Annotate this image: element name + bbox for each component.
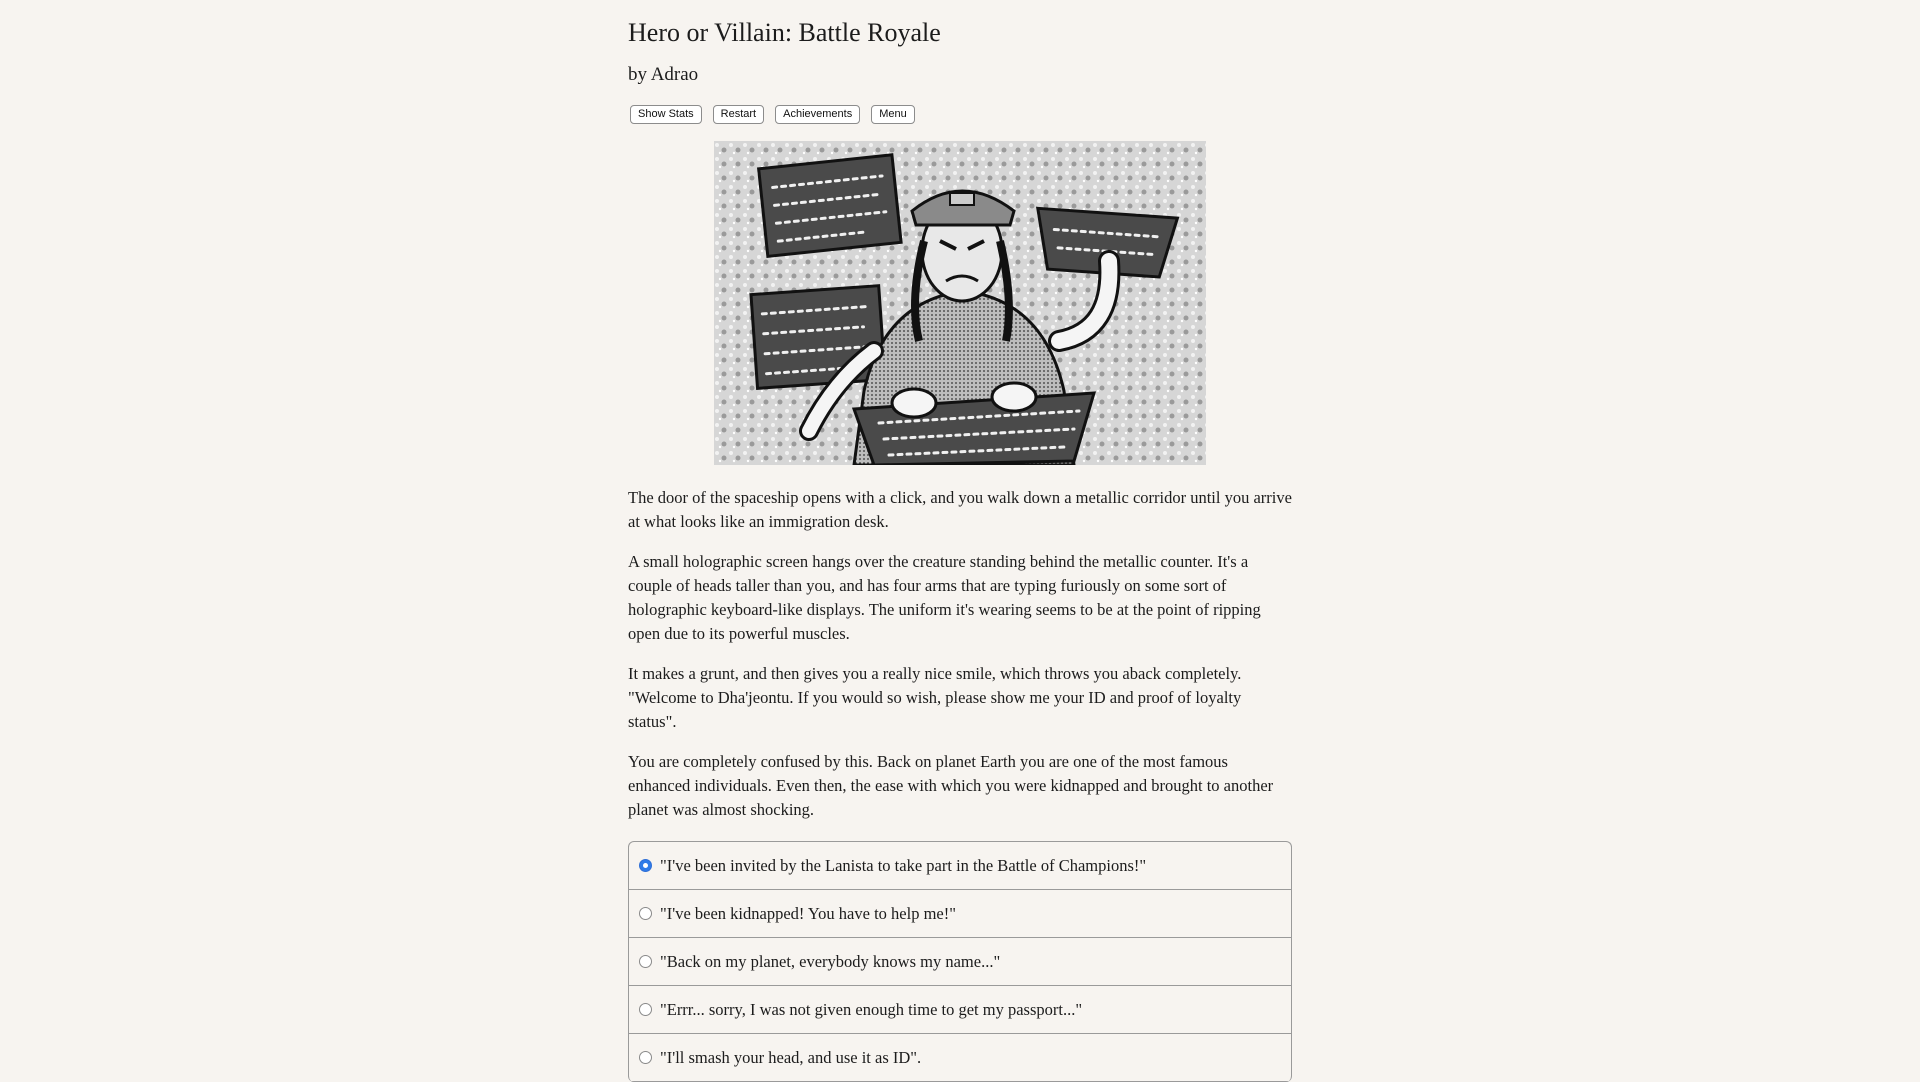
choice-label: "I've been invited by the Lanista to take part in the Battle of Champions!" — [660, 855, 1147, 875]
choice-label: "I'll smash your head, and use it as ID". — [660, 1047, 922, 1067]
radio-button[interactable] — [639, 1003, 652, 1016]
story-paragraph: A small holographic screen hangs over the creature standing behind the metallic counter. It's a couple of heads taller than you, and has four arms that are typing furiously on some sort of holographic keyboard-like displays. The uniform it's wearing seems to be at the point of ripping open due to its powerful muscles. — [628, 552, 1261, 643]
radio-button-selected[interactable] — [639, 859, 652, 872]
choice-option[interactable] — [629, 1034, 1291, 1082]
radio-button[interactable] — [639, 907, 652, 920]
restart-button[interactable]: Restart — [713, 105, 764, 124]
alien-officer-illustration — [714, 141, 1206, 465]
story-paragraph: You are completely confused by this. Back on planet Earth you are one of the most famous enhanced individuals. Even then, the ease with which you were kidnapped and brought to another planet was almost shocking. — [628, 752, 1274, 819]
toolbar — [630, 105, 915, 124]
choice-list — [628, 841, 1292, 1082]
story-illustration — [714, 141, 1206, 465]
game-author: by Adrao — [628, 64, 699, 85]
choice-option[interactable] — [629, 842, 1291, 890]
choice-label: "Back on my planet, everybody knows my name..." — [660, 951, 1001, 971]
menu-button[interactable]: Menu — [871, 105, 915, 124]
story-paragraph: It makes a grunt, and then gives you a really nice smile, which throws you aback completely. "Welcome to Dha'jeontu. If you would so wish, please show me your ID and proof of loyalty status". — [628, 664, 1242, 731]
choice-option[interactable] — [629, 938, 1291, 986]
show-stats-button[interactable]: Show Stats — [630, 105, 702, 124]
radio-button[interactable] — [639, 955, 652, 968]
story-paragraph: The door of the spaceship opens with a click, and you walk down a metallic corridor until you arrive at what looks like an immigration desk. — [628, 488, 1292, 531]
choice-label: "Errr... sorry, I was not given enough time to get my passport..." — [660, 999, 1083, 1019]
story-text — [628, 486, 1292, 838]
achievements-button[interactable]: Achievements — [775, 105, 860, 124]
choice-label: "I've been kidnapped! You have to help me!" — [660, 903, 956, 923]
choice-option[interactable] — [629, 986, 1291, 1034]
choice-option[interactable] — [629, 890, 1291, 938]
radio-button[interactable] — [639, 1051, 652, 1064]
game-title: Hero or Villain: Battle Royale — [628, 18, 941, 47]
